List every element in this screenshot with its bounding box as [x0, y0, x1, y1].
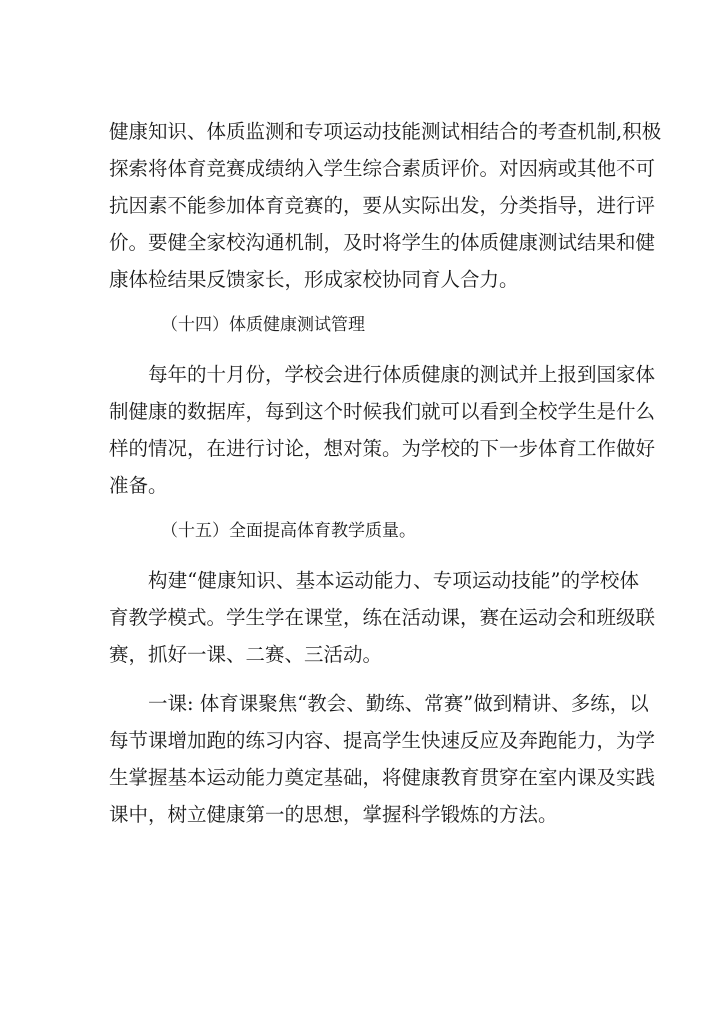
paragraph-line: 样的情况，在进行讨论，想对策。为学校的下一步体育工作做好: [109, 437, 656, 460]
paragraph-line: 康体检结果反馈家长，形成家校协同育人合力。: [109, 268, 519, 291]
paragraph-line: 生掌握基本运动能力奠定基础，将健康教育贯穿在室内课及实践: [109, 766, 656, 789]
paragraph-line: 抗因素不能参加体育竞赛的，要从实际出发，分类指导，进行评: [109, 194, 656, 217]
paragraph-line: 育教学模式。学生学在课堂，练在活动课，赛在运动会和班级联: [109, 606, 656, 629]
paragraph-line: 每年的十月份，学校会进行体质健康的测试并上报到国家体: [148, 363, 656, 386]
paragraph-line: 每节课增加跑的练习内容、提高学生快速反应及奔跑能力，为学: [109, 729, 656, 752]
paragraph-line: 健康知识、体质监测和专项运动技能测试相结合的考查机制,积极: [109, 120, 662, 143]
paragraph-teaching-model: [109, 562, 656, 673]
section-heading-14: （十四）体质健康测试管理: [161, 315, 365, 335]
paragraph-assessment: [109, 113, 662, 298]
paragraph-line: 制健康的数据库，每到这个时候我们就可以看到全校学生是什么: [109, 400, 656, 423]
paragraph-one-lesson: [109, 685, 656, 833]
paragraph-line: 价。要健全家校沟通机制，及时将学生的体质健康测试结果和健: [109, 231, 656, 254]
document-body: [109, 113, 662, 833]
paragraph-line: 一课: 体育课聚焦“教会、勤练、常赛”做到精讲、多练，以: [148, 692, 649, 715]
paragraph-line: 课中，树立健康第一的思想，掌握科学锻炼的方法。: [109, 803, 558, 826]
paragraph-line: 赛，抓好一课、二赛、三活动。: [109, 643, 383, 666]
paragraph-fitness-test: [109, 356, 656, 504]
paragraph-line: 准备。: [109, 474, 168, 497]
paragraph-line: 构建“健康知识、基本运动能力、专项运动技能”的学校体: [148, 569, 639, 592]
section-heading-15: （十五）全面提高体育教学质量。: [161, 521, 416, 541]
paragraph-line: 探索将体育竞赛成绩纳入学生综合素质评价。对因病或其他不可: [109, 157, 656, 180]
